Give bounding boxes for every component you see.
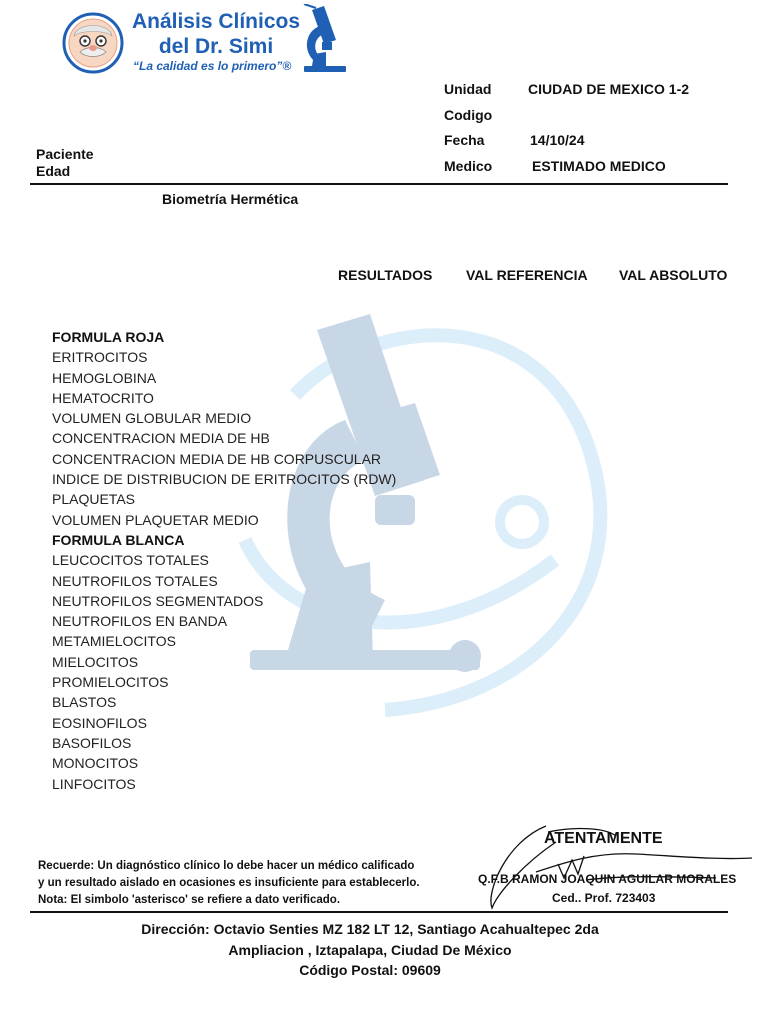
medico-value: ESTIMADO MEDICO xyxy=(532,158,666,174)
parameter-name: PLAQUETAS xyxy=(52,491,135,508)
header-divider xyxy=(30,183,728,185)
parameter-name: VOLUMEN PLAQUETAR MEDIO xyxy=(52,511,259,528)
handwritten-signature xyxy=(486,822,756,914)
logo-title-line1: Análisis Clínicos xyxy=(131,10,301,33)
logo-title-line2: del Dr. Simi xyxy=(158,35,274,58)
parameter-name: MIELOCITOS xyxy=(52,653,139,670)
parameter-name: HEMATOCRITO xyxy=(52,389,154,406)
column-resultados: RESULTADOS xyxy=(338,267,433,283)
unidad-label: Unidad xyxy=(444,81,492,97)
parameter-name: HEMOGLOBINA xyxy=(52,369,157,386)
address-line2: Ampliacion , Iztapalapa, Ciudad De México xyxy=(228,942,512,958)
section-heading: FORMULA ROJA xyxy=(52,329,165,345)
footer-note-line3: Nota: El simbolo 'asterisco' se refiere a dato verificado. xyxy=(38,894,341,906)
footer-note xyxy=(38,858,420,909)
parameter-name: INDICE DE DISTRIBUCION DE ERITROCITOS (RDW) xyxy=(52,471,397,488)
parameter-name: ERITROCITOS xyxy=(52,349,148,366)
parameter-name: METAMIELOCITOS xyxy=(52,633,176,650)
parameter-name: EOSINOFILOS xyxy=(52,714,147,731)
footer-note-line1: Recuerde: Un diagnóstico clínico lo debe hacer un médico calificado xyxy=(38,860,415,872)
parameter-name: CONCENTRACION MEDIA DE HB CORPUSCULAR xyxy=(52,450,382,467)
address-line3: Código Postal: 09609 xyxy=(299,962,441,978)
signature-cedula: Ced.. Prof. 723403 xyxy=(552,891,656,905)
parameter-name: LEUCOCITOS TOTALES xyxy=(52,552,209,569)
parameter-name: BASOFILOS xyxy=(52,734,132,751)
study-title: Biometría Hermética xyxy=(162,191,299,207)
medico-label: Medico xyxy=(444,158,493,174)
parameter-list xyxy=(52,327,396,794)
signature-name: Q.F.B RAMON JOAQUIN AGUILAR MORALES xyxy=(478,872,737,886)
fecha-value: 14/10/24 xyxy=(530,132,585,148)
parameter-name: PROMIELOCITOS xyxy=(52,674,169,691)
parameter-name: BLASTOS xyxy=(52,694,117,711)
parameter-name: CONCENTRACION MEDIA DE HB xyxy=(52,430,270,447)
parameter-name: VOLUMEN GLOBULAR MEDIO xyxy=(52,410,252,427)
address-line1: Dirección: Octavio Senties MZ 182 LT 12, Santiago Acahualtepec 2da xyxy=(141,921,599,937)
parameter-name: NEUTROFILOS SEGMENTADOS xyxy=(52,592,264,609)
parameter-name: NEUTROFILOS EN BANDA xyxy=(52,613,228,630)
paciente-label: Paciente xyxy=(36,146,94,162)
footer-note-line2: y un resultado aislado en ocasiones es insuficiente para establecerlo. xyxy=(38,877,420,889)
doctor-face-icon xyxy=(62,12,124,74)
footer-divider xyxy=(30,911,728,913)
section-heading: FORMULA BLANCA xyxy=(52,531,185,548)
parameter-name: NEUTROFILOS TOTALES xyxy=(52,572,218,589)
column-val-absoluto: VAL ABSOLUTO xyxy=(619,267,728,283)
edad-label: Edad xyxy=(36,163,71,179)
logo-slogan: “La calidad es lo primero”® xyxy=(133,59,292,73)
signature-closing: ATENTAMENTE xyxy=(544,830,663,847)
column-val-referencia: VAL REFERENCIA xyxy=(466,267,588,283)
parameter-name: MONOCITOS xyxy=(52,755,139,772)
unidad-value: CIUDAD DE MEXICO 1-2 xyxy=(528,81,690,97)
fecha-label: Fecha xyxy=(444,132,485,148)
codigo-label: Codigo xyxy=(444,107,493,123)
microscope-icon xyxy=(300,4,350,76)
parameter-name: LINFOCITOS xyxy=(52,775,136,792)
